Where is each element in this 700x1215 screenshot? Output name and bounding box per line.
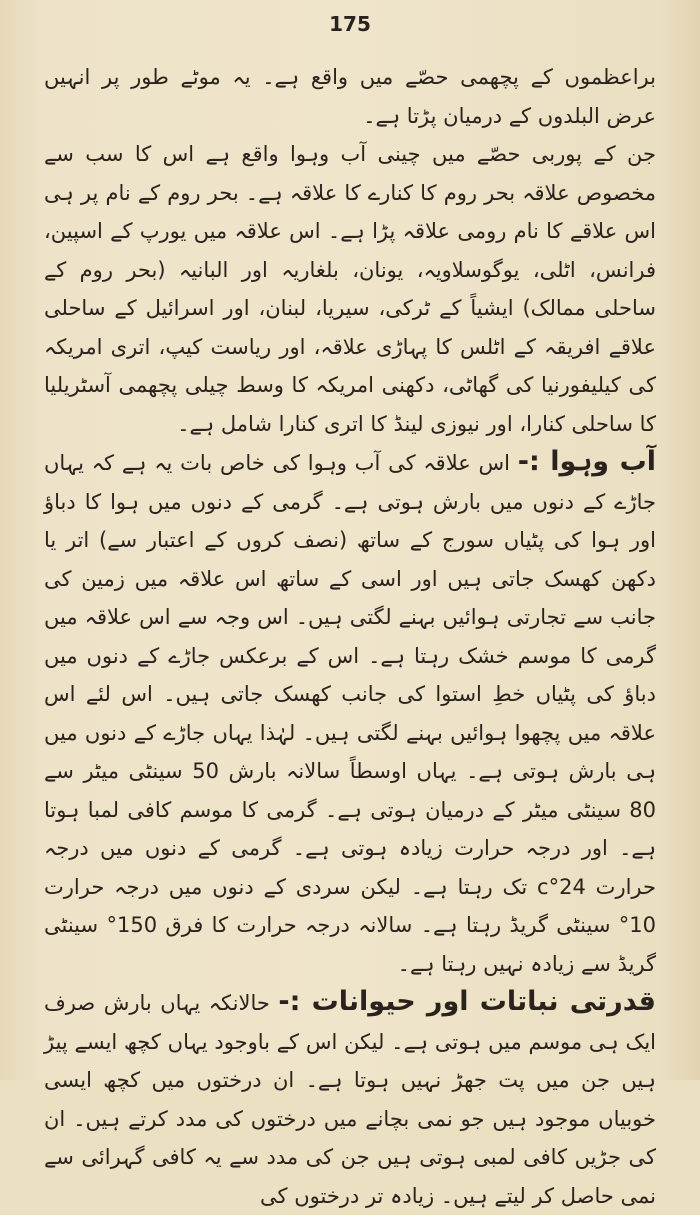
paragraph-intro-continuation: [44, 58, 656, 135]
page-body: [44, 58, 656, 1215]
paragraph-text: حالانکہ یہاں بارش صرف ایک ہی موسم میں ہوتی ہے۔ لیکن اس کے باوجود یہاں کچھ ایسے پیڑ ہیں جن میں پت جھڑ نہیں ہوتا ہے۔ ان درختوں میں کچھ ایسی خوبیاں موجود ہیں جو نمی بچانے میں درختوں کی مدد کرتے ہیں۔ ان کی جڑیں کافی لمبی ہوتی ہیں جن کی مدد سے یہ کافی گہرائی سے نمی حاصل کر لیتے ہیں۔ زیادہ تر درختوں کی: [44, 991, 656, 1208]
paragraph-text: اس علاقہ کی آب وہوا کی خاص بات یہ ہے کہ یہاں جاڑے کے دنوں میں بارش ہوتی ہے۔ گرمی کے دنوں میں ہوا کا دباؤ اور ہوا کی پٹیاں سورج کے ساتھ (نصف کروں کے اعتبار سے) اتر یا دکھن کھسک جاتی ہیں اور اسی کے ساتھ اس علاقہ میں زمین کی جانب سے تجارتی ہوائیں بہنے لگتی ہیں۔ اس وجہ سے اس علاقہ میں گرمی کا موسم خشک رہتا ہے۔ اس کے برعکس جاڑے کے دنوں میں دباؤ کی پٹیاں خطِ استوا کی جانب کھسک جاتی ہیں۔ اس لئے اس علاقہ میں پچھوا ہوائیں بہنے لگتی ہیں۔ لہٰذا یہاں جاڑے کے دنوں میں ہی بارش ہوتی ہے۔ یہاں اوسطاً سالانہ بارش 50 سینٹی میٹر سے 80 سینٹی میٹر کے درمیان ہوتی ہے۔ گرمی کا موسم کافی لمبا ہوتا ہے۔ اور درجہ حرارت زیادہ ہوتی ہے۔ گرمی کے دنوں میں درجہ حرارت 24°c تک رہتا ہے۔ لیکن سردی کے دنوں میں درجہ حرارت 10° سینٹی گریڈ رہتا ہے۔ سالانہ درجہ حرارت کا فرق 150° سینٹی گریڈ سے زیادہ نہیں رہتا ہے۔: [44, 451, 657, 976]
paragraph-text: براعظموں کے پچھمی حصّے میں واقع ہے۔ یہ موٹے طور پر انہیں عرض البلدوں کے درمیان پڑتا ہے۔: [44, 65, 656, 128]
page-number: 175: [329, 12, 371, 36]
paragraph-climate: [44, 443, 656, 983]
paragraph-vegetation: [44, 983, 656, 1215]
paragraph-text: جن کے پوربی حصّے میں چینی آب وہوا واقع ہے اس کا سب سے مخصوص علاقہ بحر روم کا کنارے کا علاقہ ہے۔ بحر روم کے نام پر ہی اس علاقے کا نام رومی علاقہ پڑا ہے۔ اس علاقہ میں یورپ کے اسپین، فرانس، اٹلی، یوگوسلاویہ، یونان، بلغاریہ اور البانیہ (بحر روم کے ساحلی ممالک) ایشیاً کے ٹرکی، سیریا، لبنان، اور اسرائیل کے ساحلی علاقے افریقہ کے اٹلس کا پہاڑی علاقہ، اور ریاست کیپ، اتری امریکہ کی کیلیفورنیا کی گھاٹی، دکھنی امریکہ کا وسط چیلی پچھمی آسٹریلیا کا ساحلی کنارا، اور نیوزی لینڈ کا اتری کنارا شامل ہے۔: [44, 142, 656, 436]
section-heading-climate: آب وہوا :-: [517, 446, 656, 477]
paragraph-mediterranean-region: [44, 135, 656, 443]
section-heading-vegetation: قدرتی نباتات اور حیوانات :-: [278, 986, 656, 1017]
